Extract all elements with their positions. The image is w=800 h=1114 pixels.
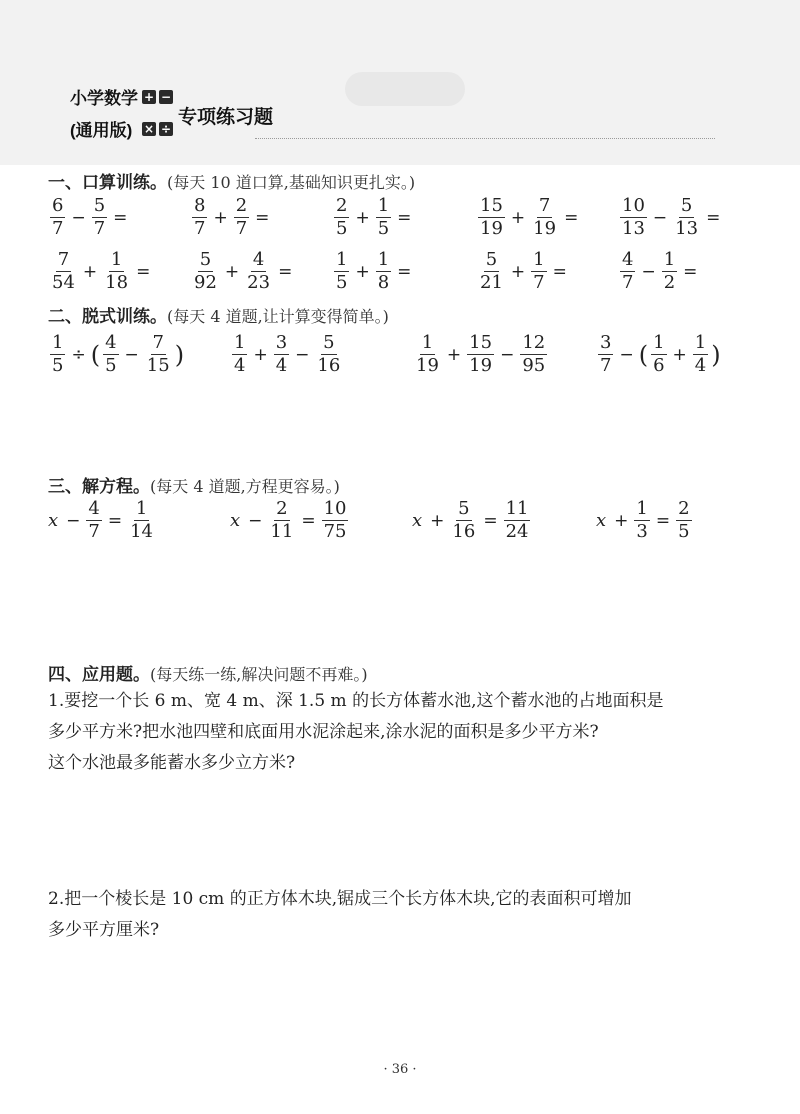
fraction: $\frac{11}{24}$ <box>505 498 529 542</box>
fraction: $\frac{1}{5}$ <box>336 249 348 293</box>
header-dotted-rule <box>255 138 715 139</box>
oral-item: $\frac{7}{54}$ + $\frac{1}{18}$ = <box>52 249 151 293</box>
problem-line: 多少平方米?把水池四壁和底面用水泥涂起来,涂水泥的面积是多少平方米? <box>48 722 599 742</box>
fraction: $\frac{7}{54}$ <box>52 249 75 293</box>
fraction: $\frac{2}{7}$ <box>235 195 248 239</box>
fraction: $\frac{2}{5}$ <box>336 195 348 239</box>
fraction: $\frac{1}{19}$ <box>416 332 439 376</box>
oral-item: $\frac{8}{7}$ + $\frac{2}{7}$ = <box>194 195 270 239</box>
oral-item: $\frac{2}{5}$ + $\frac{1}{5}$ = <box>336 195 412 239</box>
fraction: $\frac{1}{3}$ <box>636 498 648 542</box>
equation-item: x + $\frac{1}{3}$ = $\frac{2}{5}$ <box>596 498 690 542</box>
section-title: 二、脱式训练。 <box>48 307 167 327</box>
word-problem-2 <box>48 884 768 946</box>
fraction: $\frac{5}{92}$ <box>194 249 217 293</box>
section-note: (每天 10 道口算,基础知识更扎实。) <box>167 173 416 192</box>
problem-line: 多少平方厘米? <box>48 920 160 940</box>
fraction: $\frac{4}{7}$ <box>622 249 634 293</box>
equation-item: x − $\frac{2}{11}$ = $\frac{10}{75}$ <box>230 498 347 542</box>
problem-line: 这个水池最多能蓄水多少立方米? <box>48 753 296 773</box>
fraction: $\frac{10}{75}$ <box>323 498 347 542</box>
oral-item: $\frac{1}{5}$ + $\frac{1}{8}$ = <box>336 249 412 293</box>
fraction: $\frac{7}{15}$ <box>146 332 170 376</box>
fraction: $\frac{5}{16}$ <box>317 332 341 376</box>
problem-line: 1.要挖一个长 6 m、宽 4 m、深 1.5 m 的长方体蓄水池,这个蓄水池的占地面积是 <box>48 691 664 711</box>
equation-item: x + $\frac{5}{16}$ = $\frac{11}{24}$ <box>412 498 529 542</box>
fraction: $\frac{1}{2}$ <box>663 249 676 293</box>
fraction: $\frac{6}{7}$ <box>52 195 64 239</box>
oral-item: $\frac{15}{19}$ + $\frac{7}{19}$ = <box>480 195 579 239</box>
fraction: $\frac{3}{7}$ <box>600 332 612 376</box>
brand-line-2: (通用版) <box>70 121 133 140</box>
fraction: $\frac{1}{5}$ <box>52 332 64 376</box>
oral-item: $\frac{6}{7}$ − $\frac{5}{7}$ = <box>52 195 128 239</box>
fraction: $\frac{1}{4}$ <box>234 332 246 376</box>
oral-item: $\frac{4}{7}$ − $\frac{1}{2}$ = <box>622 249 698 293</box>
section-word-problems <box>48 660 368 685</box>
word-problem-1 <box>48 686 768 779</box>
operator-icon-grid <box>142 82 174 144</box>
fraction: $\frac{12}{95}$ <box>522 332 546 376</box>
fraction: $\frac{1}{5}$ <box>377 195 390 239</box>
fraction: $\frac{15}{19}$ <box>469 332 493 376</box>
oral-item: $\frac{10}{13}$ − $\frac{5}{13}$ = <box>622 195 721 239</box>
oral-item: $\frac{5}{92}$ + $\frac{4}{23}$ = <box>194 249 293 293</box>
problem-line: 2.把一个棱长是 10 cm 的正方体木块,锯成三个长方体木块,它的表面积可增加 <box>48 889 632 909</box>
page-number: · 36 · <box>383 1062 417 1077</box>
fraction: $\frac{4}{7}$ <box>88 498 100 542</box>
section-oral <box>48 168 415 193</box>
plus-icon: + <box>143 90 155 104</box>
fraction: $\frac{4}{23}$ <box>247 249 271 293</box>
fraction: $\frac{7}{19}$ <box>533 195 557 239</box>
section-title: 四、应用题。 <box>48 665 150 685</box>
fraction: $\frac{1}{18}$ <box>105 249 129 293</box>
oral-item: $\frac{5}{21}$ + $\frac{1}{7}$ = <box>480 249 567 293</box>
fraction: $\frac{1}{8}$ <box>377 249 390 293</box>
section-title: 一、口算训练。 <box>48 173 167 193</box>
section-title: 三、解方程。 <box>48 477 150 497</box>
header-decoration <box>345 72 465 106</box>
fraction: $\frac{1}{7}$ <box>533 249 545 293</box>
stepwise-item: $\frac{3}{7}$ − ( $\frac{1}{6}$ + $\frac{1}{4}$ ) <box>600 332 721 376</box>
section-note: (每天练一练,解决问题不再难。) <box>150 665 368 684</box>
divide-icon: ÷ <box>160 122 172 136</box>
fraction: $\frac{5}{13}$ <box>675 195 699 239</box>
fraction: $\frac{15}{19}$ <box>480 195 503 239</box>
fraction: $\frac{2}{11}$ <box>270 498 294 542</box>
fraction: $\frac{2}{5}$ <box>678 498 690 542</box>
fraction: $\frac{5}{16}$ <box>452 498 476 542</box>
section-equations <box>48 472 340 497</box>
minus-icon: − <box>160 90 172 104</box>
fraction: $\frac{1}{4}$ <box>694 332 707 376</box>
section-note: (每天 4 道题,让计算变得简单。) <box>167 307 389 326</box>
fraction: $\frac{8}{7}$ <box>194 195 206 239</box>
times-icon: × <box>143 122 155 136</box>
section-stepwise <box>48 302 389 327</box>
equation-item: x − $\frac{4}{7}$ = $\frac{1}{14}$ <box>48 498 154 542</box>
stepwise-item: $\frac{1}{4}$ + $\frac{3}{4}$ − $\frac{5}{16}$ <box>234 332 341 376</box>
stepwise-item: $\frac{1}{5}$ ÷ ( $\frac{4}{5}$ − $\frac{7}{15}$ ) <box>52 332 185 376</box>
fraction: $\frac{5}{21}$ <box>480 249 503 293</box>
book-title: 专项练习题 <box>178 107 274 128</box>
section-note: (每天 4 道题,方程更容易。) <box>150 477 340 496</box>
fraction: $\frac{4}{5}$ <box>105 332 117 376</box>
fraction: $\frac{1}{14}$ <box>130 498 154 542</box>
stepwise-item: $\frac{1}{19}$ + $\frac{15}{19}$ − $\frac{12}{95}$ <box>416 332 546 376</box>
brand-line-1: 小学数学 <box>70 89 138 108</box>
fraction: $\frac{10}{13}$ <box>622 195 645 239</box>
fraction: $\frac{1}{6}$ <box>653 332 665 376</box>
fraction: $\frac{3}{4}$ <box>275 332 288 376</box>
fraction: $\frac{5}{7}$ <box>93 195 106 239</box>
book-brand <box>70 80 290 150</box>
